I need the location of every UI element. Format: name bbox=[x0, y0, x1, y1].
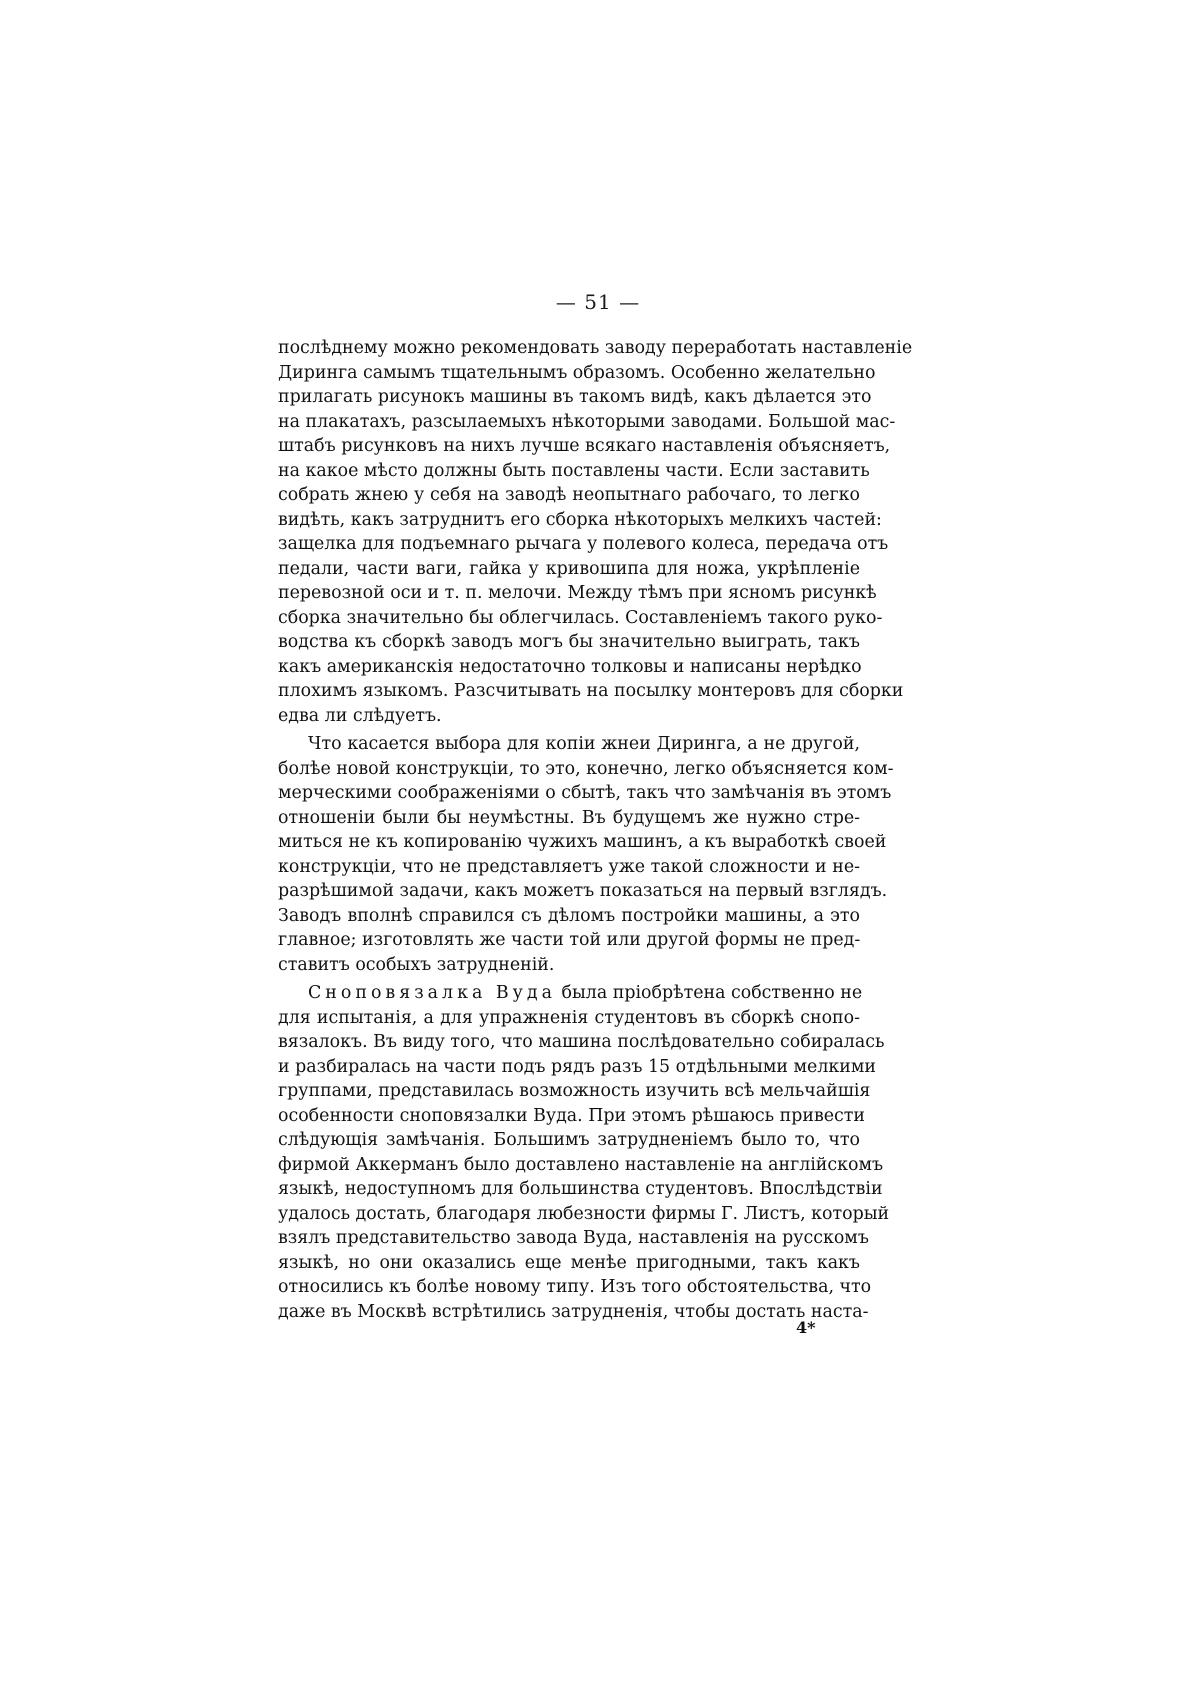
body-text bbox=[278, 336, 913, 1324]
text-line: особенности сноповязалки Вуда. При этомъ рѣшаюсь привести bbox=[278, 1105, 865, 1126]
text-line: для испытанія, а для упражненія студентовъ въ сборкѣ снопо- bbox=[278, 1007, 860, 1028]
text-line: какъ американскія недостаточно толковы и написаны нерѣдко bbox=[278, 656, 862, 677]
text-line: и разбиралась на части подъ рядъ разъ 15 отдѣльными мелкими bbox=[278, 1056, 876, 1077]
text-line: сборка значительно бы облегчилась. Составленіемъ такого руко- bbox=[278, 607, 883, 628]
text-line: штабъ рисунковъ на нихъ лучше всякаго наставленія объясняетъ, bbox=[278, 436, 891, 456]
text-line: разрѣшимой задачи, какъ можетъ показаться на первый взглядъ. bbox=[278, 881, 888, 901]
text-line: на какое мѣсто должны быть поставлены части. Если заставить bbox=[278, 460, 870, 481]
text-line: главное; изготовлять же части той или другой формы не пред- bbox=[278, 930, 861, 950]
text-line: водства къ сборкѣ заводъ могъ бы значительно выиграть, такъ bbox=[278, 632, 860, 652]
spaced-heading: Сноповязалка Вуда bbox=[308, 983, 556, 1003]
text-line: видѣть, какъ затруднитъ его сборка нѣкоторыхъ мелкихъ частей: bbox=[278, 509, 882, 530]
text-line: Что касается выбора для копіи жнеи Диринга, а не другой, bbox=[308, 734, 860, 754]
text-line: на плакатахъ, разсылаемыхъ нѣкоторыми заводами. Большой мас- bbox=[278, 411, 896, 432]
text-line: вязалокъ. Въ виду того, что машина послѣдовательно собиралась bbox=[278, 1032, 885, 1052]
text-line: слѣдующія замѣчанія. Большимъ затрудненіемъ было то, что bbox=[278, 1130, 860, 1150]
text-line: Диринга самымъ тщательнымъ образомъ. Особенно желательно bbox=[278, 362, 876, 383]
paragraph-1 bbox=[278, 336, 913, 728]
text-line: языкѣ, недоступномъ для большинства студентовъ. Впослѣдствіи bbox=[278, 1179, 883, 1199]
text-line: педали, части ваги, гайка у кривошипа для ножа, укрѣпленіе bbox=[278, 558, 860, 579]
text-line: группами, представилась возможность изучить всѣ мельчайшія bbox=[278, 1081, 871, 1101]
text-line: собрать жнею у себя на заводѣ неопытнаго рабочаго, то легко bbox=[278, 485, 860, 505]
text-line: взялъ представительство завода Вуда, наставленія на русскомъ bbox=[278, 1228, 869, 1248]
text-line: фирмой Аккерманъ было доставлено наставленіе на англійскомъ bbox=[278, 1154, 884, 1175]
text-line: плохимъ языкомъ. Разсчитывать на посылку монтеровъ для сборки bbox=[278, 681, 904, 701]
paragraph-2 bbox=[278, 732, 894, 977]
text-line: удалось достать, благодаря любезности фирмы Г. Листъ, который bbox=[278, 1203, 890, 1224]
text-line: мерческими соображеніями о сбытѣ, такъ что замѣчанія въ этомъ bbox=[278, 783, 892, 803]
page-number: — 51 — bbox=[555, 290, 641, 314]
text-line: болѣе новой конструкціи, то это, конечно, легко объясняется ком- bbox=[278, 758, 894, 779]
text-line: языкѣ, но они оказались еще менѣе пригодными, такъ какъ bbox=[278, 1252, 860, 1273]
text-line: отношеніи были бы неумѣстны. Въ будущемъ же нужно стре- bbox=[278, 807, 860, 828]
text-line: перевозной оси и т. п. мелочи. Между тѣмъ при ясномъ рисункѣ bbox=[278, 583, 877, 603]
paragraph-3 bbox=[278, 981, 890, 1324]
text-line: относились къ болѣе новому типу. Изъ того обстоятельства, что bbox=[278, 1277, 872, 1297]
text-line: Заводъ вполнѣ справился съ дѣломъ постройки машины, а это bbox=[278, 905, 860, 926]
signature-mark: 4* bbox=[796, 1318, 816, 1337]
text-line: защелка для подъемнаго рычага у полевого колеса, передача отъ bbox=[278, 534, 889, 554]
text-line: миться не къ копированію чужихъ машинъ, а къ выработкѣ своей bbox=[278, 832, 887, 852]
text-line: даже въ Москвѣ встрѣтились затрудненія, чтобы достать наста- bbox=[278, 1301, 869, 1322]
text-line-rest: была пріобрѣтена собственно не bbox=[555, 983, 863, 1003]
text-line: ставитъ особыхъ затрудненій. bbox=[278, 954, 555, 975]
text-line: едва ли слѣдуетъ. bbox=[278, 705, 442, 726]
text-line: послѣднему можно рекомендовать заводу переработать наставленіе bbox=[278, 338, 913, 358]
text-line: прилагать рисунокъ машины въ такомъ видѣ, какъ дѣлается это bbox=[278, 387, 872, 407]
text-line: конструкціи, что не представляетъ уже такой сложности и не- bbox=[278, 856, 860, 877]
text-line bbox=[278, 981, 863, 1006]
